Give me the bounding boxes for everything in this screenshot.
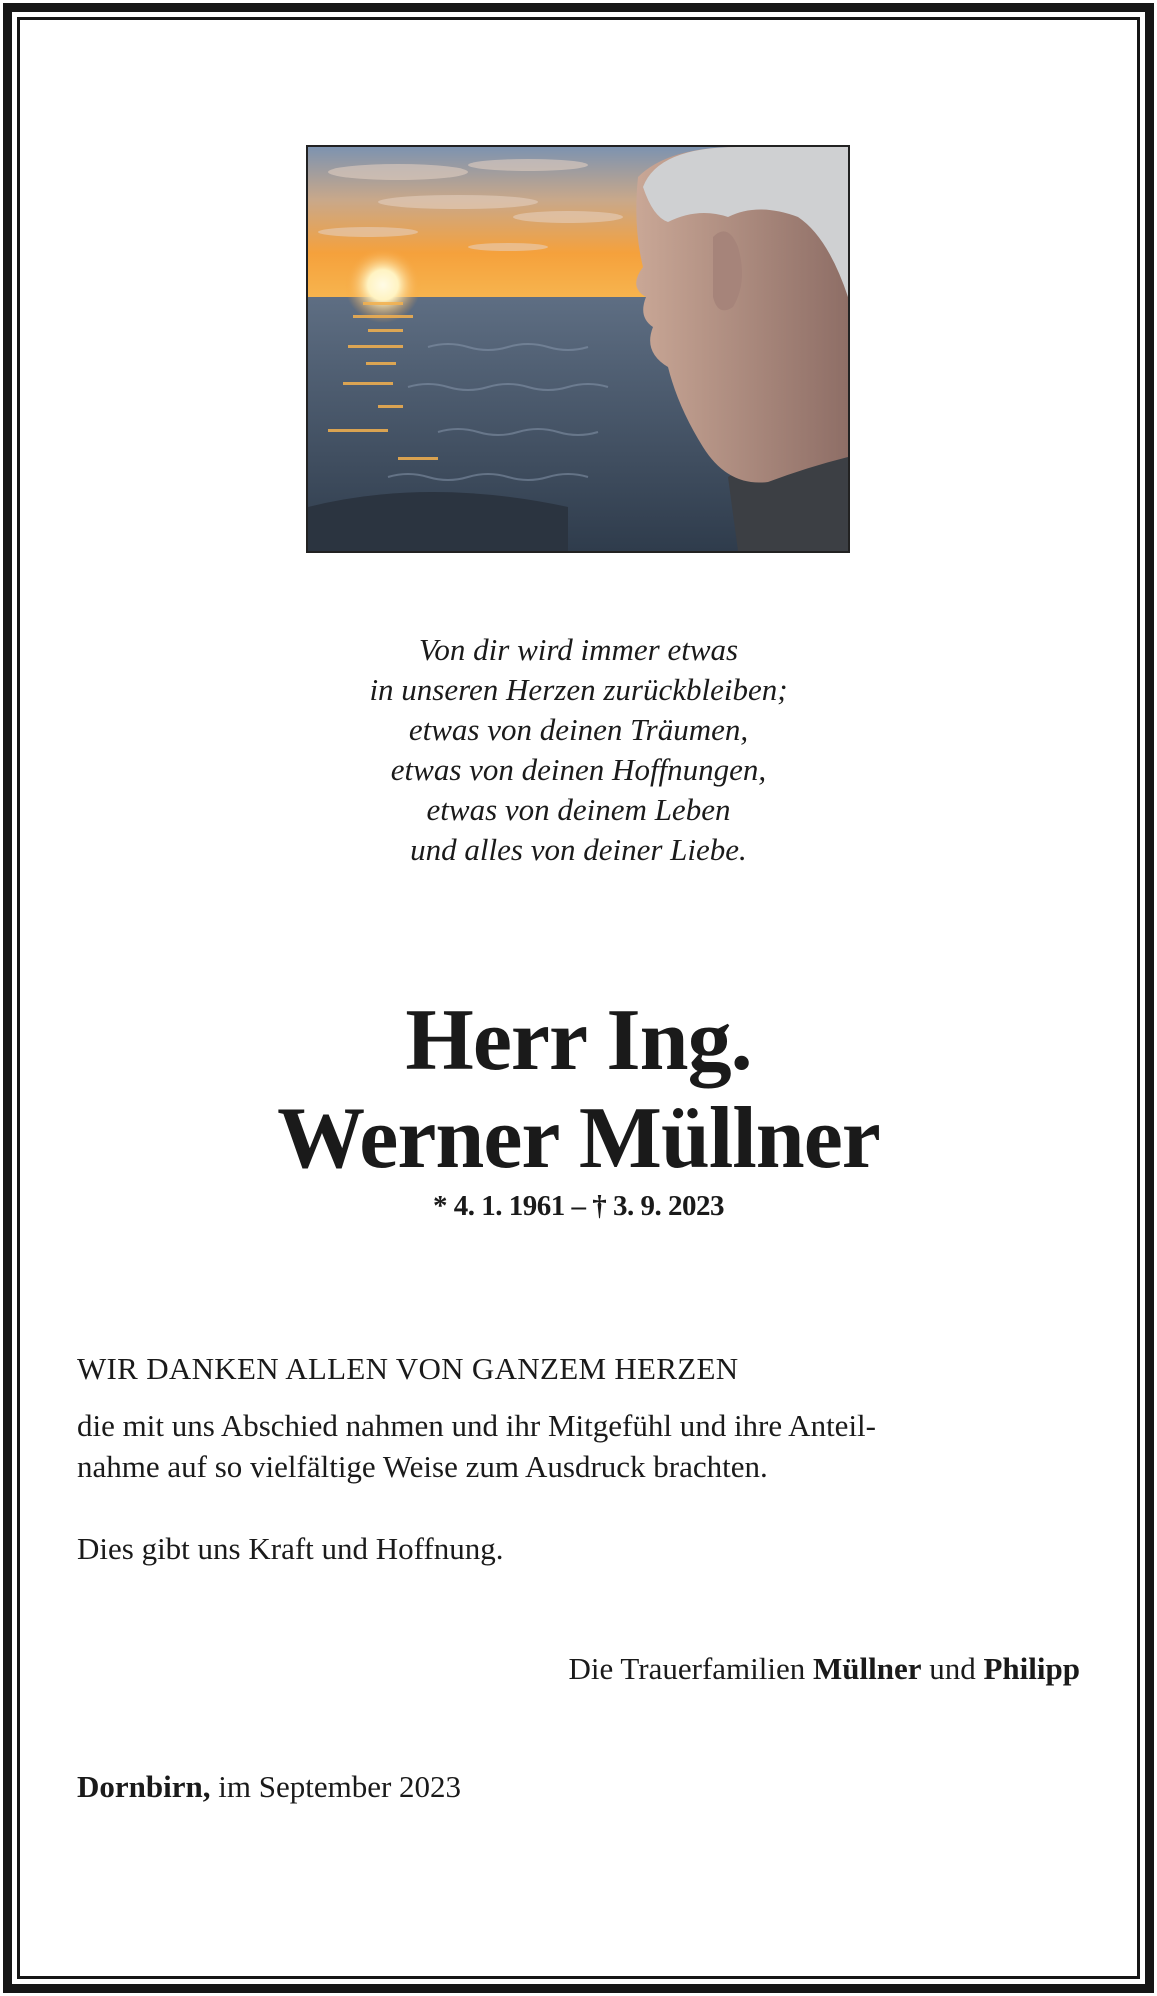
family-signature [568, 1648, 1080, 1689]
family-name-2: Philipp [983, 1651, 1080, 1686]
place-and-date [77, 1766, 461, 1807]
thanks-paragraph [77, 1405, 1087, 1487]
name-full-line: Werner Müllner [277, 1090, 880, 1187]
place-name: Dornbirn, [77, 1769, 211, 1804]
name-title-line: Herr Ing. [405, 992, 752, 1089]
poem-line: Von dir wird immer etwas [418, 632, 739, 667]
portrait-photo [306, 145, 850, 553]
life-dates: * 4. 1. 1961 – † 3. 9. 2023 [433, 1190, 724, 1222]
deceased-name [0, 992, 1157, 1188]
signature-prefix: Die Trauerfamilien [568, 1651, 813, 1686]
poem-line: in unseren Herzen zurückbleiben; [369, 672, 788, 707]
thanks-paragraph-line: die mit uns Abschied nahmen und ihr Mitgefühl und ihre Anteil- [77, 1408, 876, 1443]
poem [0, 630, 1157, 870]
date-text: im September 2023 [210, 1769, 462, 1804]
closing-sentence: Dies gibt uns Kraft und Hoffnung. [77, 1531, 504, 1566]
family-name-1: Müllner [813, 1651, 922, 1686]
thanks-heading: WIR DANKEN ALLEN VON GANZEM HERZEN [77, 1351, 739, 1386]
poem-line: und alles von deiner Liebe. [410, 832, 747, 867]
thanks-paragraph-line: nahme auf so vielfältige Weise zum Ausdruck brachten. [77, 1449, 768, 1484]
poem-line: etwas von deinem Leben [426, 792, 731, 827]
poem-line: etwas von deinen Träumen, [408, 712, 749, 747]
poem-line: etwas von deinen Hoffnungen, [390, 752, 767, 787]
signature-connector: und [921, 1651, 984, 1686]
